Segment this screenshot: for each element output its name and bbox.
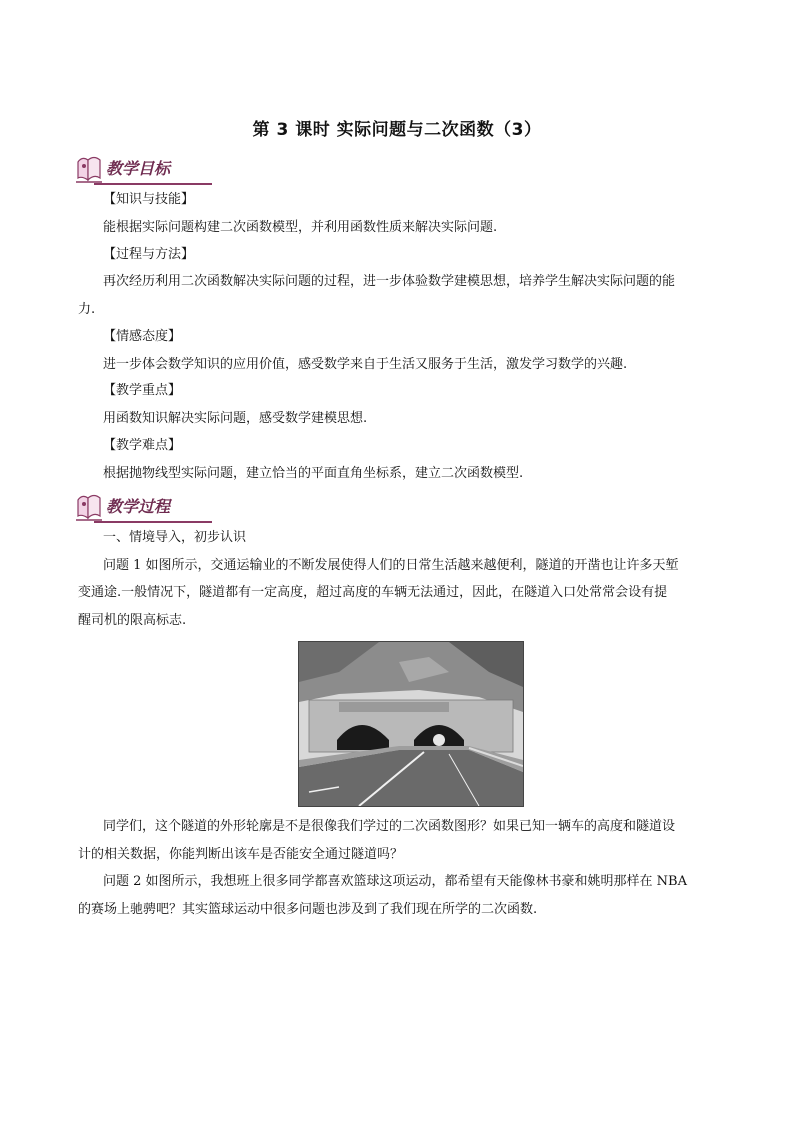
key-point-heading: 【教学重点】 xyxy=(103,383,182,398)
difficulty-heading: 【教学难点】 xyxy=(103,438,182,453)
emotion-text: 进一步体会数学知识的应用价值，感受数学来自于生活又服务于生活，激发学习数学的兴趣. xyxy=(103,357,628,372)
section-header-process xyxy=(72,490,222,524)
section-title: 教学过程 xyxy=(106,497,171,516)
difficulty-text: 根据抛物线型实际问题，建立恰当的平面直角坐标系，建立二次函数模型. xyxy=(103,466,524,481)
section-header-goals xyxy=(72,152,222,186)
paragraph2-line1: 同学们，这个隧道的外形轮廓是不是很像我们学过的二次函数图形？如果已知一辆车的高度和隧道设 xyxy=(103,819,676,834)
tunnel-photo xyxy=(298,641,524,807)
method-heading: 【过程与方法】 xyxy=(103,247,195,262)
emotion-heading: 【情感态度】 xyxy=(103,329,182,344)
paragraph2-line2: 计的相关数据，你能判断出该车是否能安全通过隧道吗？ xyxy=(78,847,404,862)
key-point-text: 用函数知识解决实际问题，感受数学建模思想. xyxy=(103,411,368,426)
step-heading: 一、情境导入，初步认识 xyxy=(103,530,247,545)
question2-line1: 问题 2 如图所示，我想班上很多同学都喜欢篮球这项运动，都希望有天能像林书豪和姚明那样在 NBA xyxy=(103,874,687,889)
page-title: 第 3 课时 实际问题与二次函数（3） xyxy=(252,120,542,140)
question1-line2: 变通途.一般情况下，隧道都有一定高度，超过高度的车辆无法通过，因此，在隧道入口处常常会设有提 xyxy=(78,585,668,600)
knowledge-heading: 【知识与技能】 xyxy=(103,192,195,207)
knowledge-text: 能根据实际问题构建二次函数模型，并利用函数性质来解决实际问题. xyxy=(103,220,498,235)
section-title: 教学目标 xyxy=(106,159,171,178)
question1-line1: 问题 1 如图所示，交通运输业的不断发展使得人们的日常生活越来越便利，隧道的开凿也让许多天堑 xyxy=(103,558,679,573)
method-text: 再次经历利用二次函数解决实际问题的过程，进一步体验数学建模思想，培养学生解决实际问题的能 xyxy=(103,274,676,289)
question1-line3: 醒司机的限高标志. xyxy=(78,613,187,628)
method-text-cont: 力. xyxy=(78,302,96,317)
tunnel-illustration xyxy=(299,642,523,806)
question2-line2: 的赛场上驰骋吧？其实篮球运动中很多问题也涉及到了我们现在所学的二次函数. xyxy=(78,902,538,917)
